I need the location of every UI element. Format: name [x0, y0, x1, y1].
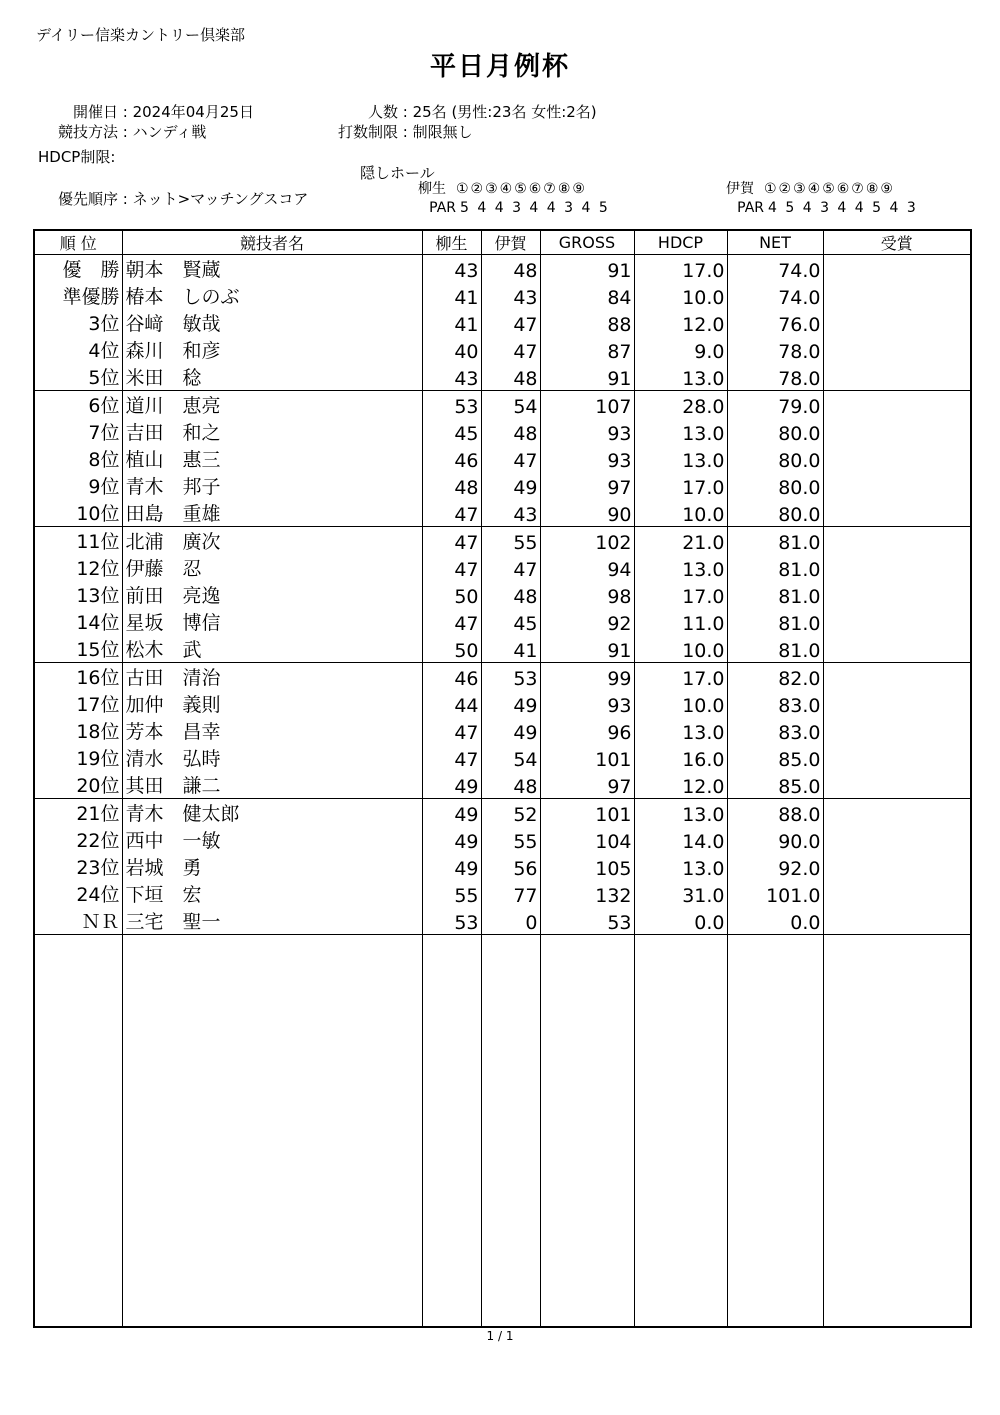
rank-cell: 16位: [34, 663, 122, 691]
iga-score-cell: 43: [481, 499, 540, 527]
name-cell: 青木 邦子: [122, 472, 422, 499]
rank-cell: 11位: [34, 527, 122, 555]
gross-cell: 101: [540, 744, 634, 771]
yagyu-score-cell: 47: [422, 744, 481, 771]
gross-cell: 87: [540, 336, 634, 363]
name-cell: 三宅 聖一: [122, 907, 422, 935]
gross-cell: 91: [540, 255, 634, 283]
award-cell: [823, 336, 971, 363]
hdcp-cell: 17.0: [634, 472, 727, 499]
award-cell: [823, 309, 971, 336]
yagyu-score-cell: 46: [422, 663, 481, 691]
rank-cell: 18位: [34, 717, 122, 744]
table-row: [34, 472, 971, 499]
col-gross: GROSS: [540, 230, 634, 255]
stroke-limit-label: 打数制限: [337, 123, 398, 141]
iga-score-cell: 54: [481, 744, 540, 771]
rank-cell: 15位: [34, 635, 122, 663]
table-row: [34, 799, 971, 827]
table-row: [34, 635, 971, 663]
gross-cell: 101: [540, 799, 634, 827]
page-title: 平日月例杯: [429, 52, 570, 82]
iga-score-cell: 55: [481, 826, 540, 853]
award-cell: [823, 907, 971, 935]
gross-cell: 91: [540, 363, 634, 391]
table-row: [34, 499, 971, 527]
name-cell: 吉田 和之: [122, 418, 422, 445]
award-cell: [823, 255, 971, 283]
yagyu-score-cell: 50: [422, 635, 481, 663]
stroke-limit-row: 打数制限 : 制限無し: [320, 121, 473, 142]
results-table: [33, 229, 972, 1328]
iga-score-cell: 48: [481, 255, 540, 283]
hdcp-limit-label: HDCP制限:: [38, 148, 116, 166]
gross-cell: 53: [540, 907, 634, 935]
course-yagyu-circled: ①②③④⑤⑥⑦⑧⑨: [456, 181, 587, 197]
col-name: 競技者名: [122, 230, 422, 255]
award-cell: [823, 853, 971, 880]
hdcp-cell: 9.0: [634, 336, 727, 363]
name-cell: 米田 稔: [122, 363, 422, 391]
rank-cell: 24位: [34, 880, 122, 907]
course-iga-par-label: PAR: [737, 200, 764, 216]
people-label: 人数: [367, 103, 398, 121]
priority-value: ネット>マッチングスコア: [132, 190, 309, 208]
net-cell: 74.0: [727, 255, 823, 283]
gross-cell: 93: [540, 445, 634, 472]
col-in: 伊賀: [481, 230, 540, 255]
hdcp-cell: 0.0: [634, 907, 727, 935]
hdcp-cell: 28.0: [634, 391, 727, 419]
rank-cell: 23位: [34, 853, 122, 880]
net-cell: 81.0: [727, 608, 823, 635]
gross-cell: 93: [540, 690, 634, 717]
blank-cell: [422, 935, 481, 1328]
blank-cell: [727, 935, 823, 1328]
people-row: 人数 : 25名 (男性:23名 女性:2名): [320, 101, 597, 122]
blank-cell: [823, 935, 971, 1328]
name-cell: 岩城 勇: [122, 853, 422, 880]
hdcp-cell: 13.0: [634, 799, 727, 827]
yagyu-score-cell: 41: [422, 309, 481, 336]
iga-score-cell: 48: [481, 581, 540, 608]
iga-score-cell: 43: [481, 282, 540, 309]
blank-cell: [540, 935, 634, 1328]
name-cell: 西中 一敏: [122, 826, 422, 853]
gross-cell: 92: [540, 608, 634, 635]
net-cell: 80.0: [727, 499, 823, 527]
yagyu-score-cell: 53: [422, 391, 481, 419]
rank-cell: 準優勝: [34, 282, 122, 309]
name-cell: 星坂 博信: [122, 608, 422, 635]
net-cell: 81.0: [727, 581, 823, 608]
method-value: ハンディ戦: [132, 123, 207, 141]
hdcp-cell: 10.0: [634, 690, 727, 717]
rank-cell: 12位: [34, 554, 122, 581]
hdcp-cell: 16.0: [634, 744, 727, 771]
yagyu-score-cell: 45: [422, 418, 481, 445]
gross-cell: 107: [540, 391, 634, 419]
award-cell: [823, 445, 971, 472]
net-cell: 85.0: [727, 771, 823, 799]
rank-cell: 21位: [34, 799, 122, 827]
iga-score-cell: 49: [481, 717, 540, 744]
yagyu-score-cell: 49: [422, 799, 481, 827]
blank-cell: [481, 935, 540, 1328]
hdcp-cell: 12.0: [634, 309, 727, 336]
rank-cell: ＮＲ: [34, 907, 122, 935]
rank-cell: 17位: [34, 690, 122, 717]
yagyu-score-cell: 47: [422, 499, 481, 527]
iga-score-cell: 48: [481, 418, 540, 445]
name-cell: 朝本 賢蔵: [122, 255, 422, 283]
iga-score-cell: 52: [481, 799, 540, 827]
table-row: [34, 363, 971, 391]
table-row: [34, 663, 971, 691]
hdcp-cell: 13.0: [634, 554, 727, 581]
table-row: [34, 771, 971, 799]
net-cell: 83.0: [727, 717, 823, 744]
award-cell: [823, 608, 971, 635]
award-cell: [823, 635, 971, 663]
course-iga-name: 伊賀: [726, 181, 754, 197]
method-label: 競技方法: [57, 123, 118, 141]
net-cell: 101.0: [727, 880, 823, 907]
hdcp-cell: 11.0: [634, 608, 727, 635]
award-cell: [823, 744, 971, 771]
iga-score-cell: 48: [481, 363, 540, 391]
iga-score-cell: 54: [481, 391, 540, 419]
gross-cell: 96: [540, 717, 634, 744]
yagyu-score-cell: 49: [422, 826, 481, 853]
name-cell: 道川 恵亮: [122, 391, 422, 419]
rank-cell: 14位: [34, 608, 122, 635]
rank-cell: 4位: [34, 336, 122, 363]
rank-cell: 10位: [34, 499, 122, 527]
net-cell: 76.0: [727, 309, 823, 336]
name-cell: 北浦 廣次: [122, 527, 422, 555]
net-cell: 80.0: [727, 472, 823, 499]
award-cell: [823, 771, 971, 799]
name-cell: 其田 謙二: [122, 771, 422, 799]
yagyu-score-cell: 47: [422, 717, 481, 744]
table-row: [34, 581, 971, 608]
rank-cell: 13位: [34, 581, 122, 608]
iga-score-cell: 41: [481, 635, 540, 663]
rank-cell: 19位: [34, 744, 122, 771]
blank-cell: [122, 935, 422, 1328]
hdcp-cell: 13.0: [634, 445, 727, 472]
yagyu-score-cell: 53: [422, 907, 481, 935]
name-cell: 森川 和彦: [122, 336, 422, 363]
rank-cell: 優 勝: [34, 255, 122, 283]
rank-cell: 9位: [34, 472, 122, 499]
name-cell: 植山 惠三: [122, 445, 422, 472]
name-cell: 青木 健太郎: [122, 799, 422, 827]
hdcp-cell: 13.0: [634, 363, 727, 391]
net-cell: 81.0: [727, 527, 823, 555]
award-cell: [823, 282, 971, 309]
net-cell: 88.0: [727, 799, 823, 827]
name-cell: 加仲 義則: [122, 690, 422, 717]
yagyu-score-cell: 47: [422, 554, 481, 581]
col-out: 柳生: [422, 230, 481, 255]
course-yagyu-pars: 5 4 4 3 4 4 3 4 5: [460, 200, 608, 216]
gross-cell: 102: [540, 527, 634, 555]
hdcp-cell: 17.0: [634, 581, 727, 608]
table-row: [34, 717, 971, 744]
col-award: 受賞: [823, 230, 971, 255]
iga-score-cell: 45: [481, 608, 540, 635]
yagyu-score-cell: 49: [422, 853, 481, 880]
name-cell: 谷﨑 敏哉: [122, 309, 422, 336]
rank-cell: 6位: [34, 391, 122, 419]
date-label: 開催日: [72, 103, 118, 121]
date-row: 開催日 : 2024年04月25日: [40, 101, 254, 122]
table-row: [34, 880, 971, 907]
award-cell: [823, 554, 971, 581]
people-value: 25名 (男性:23名 女性:2名): [412, 103, 597, 121]
date-value: 2024年04月25日: [132, 103, 254, 121]
col-hdcp: HDCP: [634, 230, 727, 255]
iga-score-cell: 47: [481, 336, 540, 363]
col-rank: 順 位: [34, 230, 122, 255]
table-row: [34, 608, 971, 635]
table-row: [34, 418, 971, 445]
table-row: [34, 445, 971, 472]
gross-cell: 132: [540, 880, 634, 907]
rank-cell: 3位: [34, 309, 122, 336]
award-cell: [823, 418, 971, 445]
hdcp-cell: 12.0: [634, 771, 727, 799]
net-cell: 90.0: [727, 826, 823, 853]
yagyu-score-cell: 50: [422, 581, 481, 608]
gross-cell: 97: [540, 472, 634, 499]
rank-cell: 5位: [34, 363, 122, 391]
blank-row: [34, 935, 971, 1328]
net-cell: 79.0: [727, 391, 823, 419]
gross-cell: 90: [540, 499, 634, 527]
gross-cell: 88: [540, 309, 634, 336]
name-cell: 古田 清治: [122, 663, 422, 691]
award-cell: [823, 363, 971, 391]
iga-score-cell: 49: [481, 690, 540, 717]
yagyu-score-cell: 47: [422, 608, 481, 635]
club-name: デイリー信楽カントリー倶楽部: [36, 26, 245, 44]
table-row: [34, 391, 971, 419]
gross-cell: 94: [540, 554, 634, 581]
hdcp-cell: 14.0: [634, 826, 727, 853]
course-iga-pars: 4 5 4 3 4 4 5 4 3: [768, 200, 916, 216]
award-cell: [823, 690, 971, 717]
net-cell: 80.0: [727, 418, 823, 445]
net-cell: 78.0: [727, 336, 823, 363]
award-cell: [823, 581, 971, 608]
yagyu-score-cell: 47: [422, 527, 481, 555]
gross-cell: 84: [540, 282, 634, 309]
net-cell: 82.0: [727, 663, 823, 691]
award-cell: [823, 663, 971, 691]
priority-row: 優先順序 : ネット>マッチングスコア: [40, 188, 308, 209]
rank-cell: 8位: [34, 445, 122, 472]
iga-score-cell: 56: [481, 853, 540, 880]
course-yagyu-name: 柳生: [418, 181, 446, 197]
yagyu-score-cell: 41: [422, 282, 481, 309]
name-cell: 芳本 昌幸: [122, 717, 422, 744]
net-cell: 81.0: [727, 554, 823, 581]
yagyu-score-cell: 55: [422, 880, 481, 907]
award-cell: [823, 391, 971, 419]
header-row: [34, 230, 971, 255]
name-cell: 清水 弘時: [122, 744, 422, 771]
gross-cell: 93: [540, 418, 634, 445]
net-cell: 92.0: [727, 853, 823, 880]
results-body: [34, 255, 971, 1328]
table-row: [34, 336, 971, 363]
iga-score-cell: 55: [481, 527, 540, 555]
award-cell: [823, 499, 971, 527]
net-cell: 0.0: [727, 907, 823, 935]
hdcp-cell: 10.0: [634, 635, 727, 663]
net-cell: 78.0: [727, 363, 823, 391]
name-cell: 田島 重雄: [122, 499, 422, 527]
gross-cell: 97: [540, 771, 634, 799]
name-cell: 前田 亮逸: [122, 581, 422, 608]
hdcp-cell: 31.0: [634, 880, 727, 907]
course-iga-holes: [726, 180, 916, 218]
hdcp-cell: 13.0: [634, 418, 727, 445]
award-cell: [823, 799, 971, 827]
table-row: [34, 907, 971, 935]
hdcp-cell: 17.0: [634, 663, 727, 691]
rank-cell: 22位: [34, 826, 122, 853]
rank-cell: 20位: [34, 771, 122, 799]
name-cell: 伊藤 忍: [122, 554, 422, 581]
gross-cell: 104: [540, 826, 634, 853]
table-row: [34, 826, 971, 853]
hdcp-cell: 13.0: [634, 853, 727, 880]
hdcp-cell: 10.0: [634, 499, 727, 527]
blank-cell: [634, 935, 727, 1328]
iga-score-cell: 49: [481, 472, 540, 499]
gross-cell: 99: [540, 663, 634, 691]
iga-score-cell: 47: [481, 309, 540, 336]
page-number: 1 / 1: [486, 1329, 514, 1343]
method-row: 競技方法 : ハンディ戦: [40, 121, 206, 142]
net-cell: 81.0: [727, 635, 823, 663]
yagyu-score-cell: 44: [422, 690, 481, 717]
course-yagyu-par-label: PAR: [429, 200, 456, 216]
blank-cell: [34, 935, 122, 1328]
table-row: [34, 554, 971, 581]
rank-cell: 7位: [34, 418, 122, 445]
yagyu-score-cell: 43: [422, 255, 481, 283]
gross-cell: 105: [540, 853, 634, 880]
table-row: [34, 527, 971, 555]
table-row: [34, 282, 971, 309]
iga-score-cell: 0: [481, 907, 540, 935]
hdcp-cell: 21.0: [634, 527, 727, 555]
yagyu-score-cell: 40: [422, 336, 481, 363]
name-cell: 松木 武: [122, 635, 422, 663]
iga-score-cell: 77: [481, 880, 540, 907]
name-cell: 椿本 しのぶ: [122, 282, 422, 309]
iga-score-cell: 47: [481, 445, 540, 472]
award-cell: [823, 826, 971, 853]
hdcp-cell: 17.0: [634, 255, 727, 283]
course-yagyu-holes: [418, 180, 608, 218]
table-row: [34, 309, 971, 336]
hdcp-cell: 13.0: [634, 717, 727, 744]
col-net: NET: [727, 230, 823, 255]
hdcp-cell: 10.0: [634, 282, 727, 309]
iga-score-cell: 48: [481, 771, 540, 799]
stroke-limit-value: 制限無し: [412, 123, 473, 141]
award-cell: [823, 717, 971, 744]
iga-score-cell: 53: [481, 663, 540, 691]
net-cell: 74.0: [727, 282, 823, 309]
yagyu-score-cell: 46: [422, 445, 481, 472]
table-row: [34, 690, 971, 717]
table-row: [34, 853, 971, 880]
gross-cell: 91: [540, 635, 634, 663]
name-cell: 下垣 宏: [122, 880, 422, 907]
iga-score-cell: 47: [481, 554, 540, 581]
gross-cell: 98: [540, 581, 634, 608]
priority-label: 優先順序: [57, 190, 118, 208]
award-cell: [823, 880, 971, 907]
table-row: [34, 744, 971, 771]
yagyu-score-cell: 43: [422, 363, 481, 391]
yagyu-score-cell: 49: [422, 771, 481, 799]
net-cell: 85.0: [727, 744, 823, 771]
hidden-holes-label: 隠しホール: [360, 164, 435, 182]
course-iga-circled: ①②③④⑤⑥⑦⑧⑨: [764, 181, 895, 197]
table-row: [34, 255, 971, 283]
net-cell: 83.0: [727, 690, 823, 717]
net-cell: 80.0: [727, 445, 823, 472]
award-cell: [823, 527, 971, 555]
award-cell: [823, 472, 971, 499]
yagyu-score-cell: 48: [422, 472, 481, 499]
